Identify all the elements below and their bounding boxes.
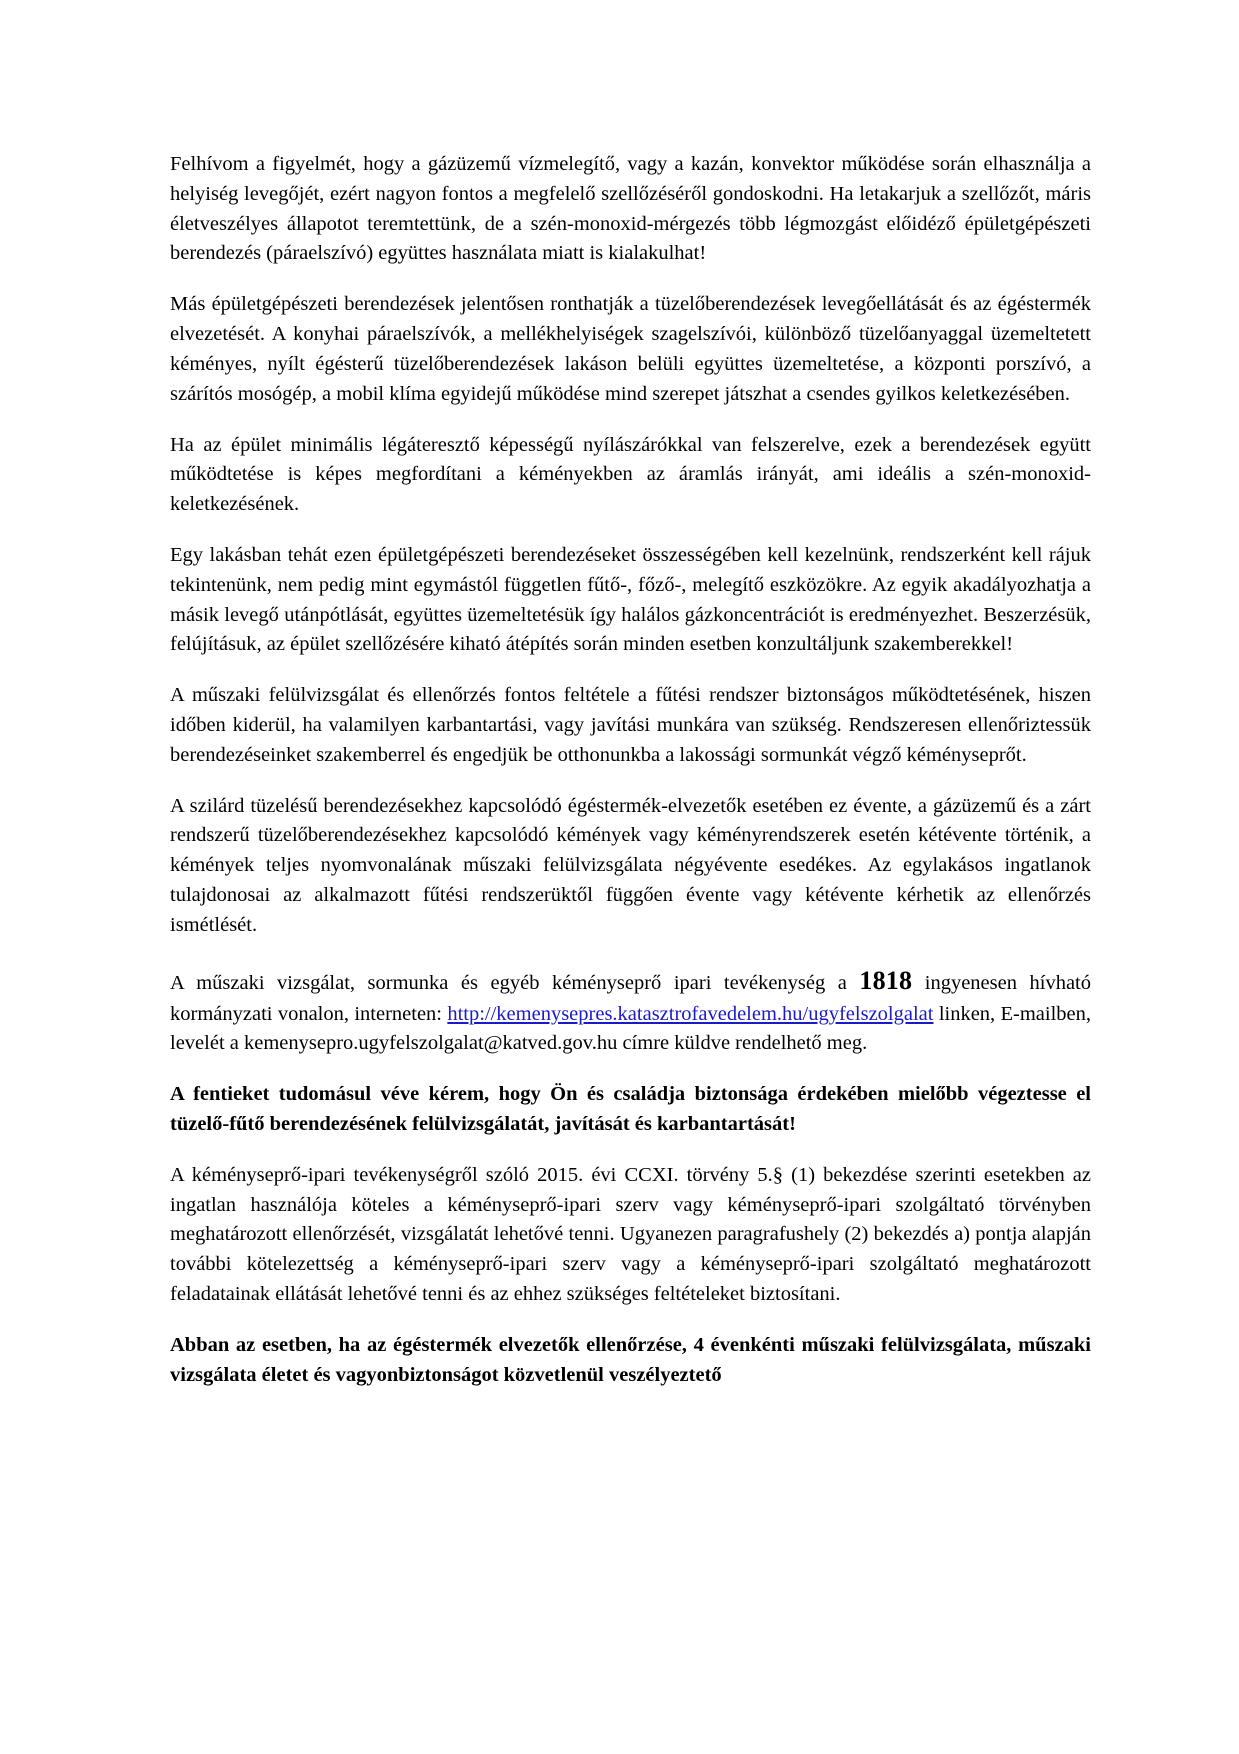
legal-paragraph: A kéményseprő-ipari tevékenységről szóló 2015. évi CCXI. törvény 5.§ (1) bekezdése szerinti esetekben az ingatlan használója köteles a kéményseprő-ipari szerv vagy kéményseprő-ipari szolgáltató törvényben meghatározott ellenőrzését, vizsgálatát lehetővé tenni. Ugyanezen paragrafushely (2) bekezdés a) pontja alapján további kötelezettség a kéményseprő-ipari szerv vagy a kéményseprő-ipari szolgáltató meghatározott feladatainak ellátását lehetővé tenni és az ehhez szükséges feltételeket biztosítani. — [170, 1163, 1091, 1306]
paragraph-2: Más épületgépészeti berendezések jelentősen ronthatják a tüzelőberendezések levegőellátását és az égéstermék elvezetését. A konyhai páraelszívók, a mellékhelyiségek szagelszívói, különböző tüzelőanyaggal üzemeltetett kéményes, nyílt égésterű tüzelőberendezések lakáson belüli együttes üzemeltetése, a központi porszívó, a szárítós mosógép, a mobil klíma egyidejű működése mind szerepet játszhat a csendes gyilkos keletkezésében. — [170, 293, 1091, 405]
paragraph-3: Ha az épület minimális légáteresztő képességű nyílászárókkal van felszerelve, ezek a berendezések együtt működtetése is képes megfordítani a kéményekben az áramlás irányát, ami ideális a szén-monoxid-keletkezésének. — [170, 433, 1091, 516]
contact-after-phone: ingyenesen — [924, 971, 1017, 994]
contact-line2-a: hívható — [1029, 971, 1092, 994]
paragraph-5: A műszaki felülvizsgálat és ellenőrzés fontos feltétele a fűtési rendszer biztonságos működtetésének, hiszen időben kiderül, ha valamilyen karbantartási, vagy javítási munkára van szükség. Rendszeresen ellenőriztessük berendezéseinket szakemberrel és engedjük be otthonunkba a lakossági sormunkát végző kéményseprőt. — [170, 684, 1091, 766]
paragraph-4: Egy lakásban tehát ezen épületgépészeti berendezéseket összességében kell kezelnünk, rendszerként kell rájuk tekintenünk, nem pedig mint egymástól független fűtő-, főző-, melegítő eszközökre. Az egyik akadályozhatja a másik levegő utánpótlását, együttes üzemeltetésük így halálos gázkoncentrációt is eredményezhet. Beszerzésük, felújításuk, az épület szellőzésére kiható átépítés során minden esetben konzultáljunk szakemberekkel! — [170, 543, 1091, 656]
paragraph-6: A szilárd tüzelésű berendezésekhez kapcsolódó égéstermék-elvezetők esetében ez évente, a gázüzemű és a zárt rendszerű tüzelőberendezésekhez kapcsolódó kémények vagy kéményrendszerek esetén kétévente történik, a kémények teljes nyomvonalának műszaki felülvizsgálata négyévente esedékes. Az egylakásos ingatlanok tulajdonosai az alkalmazott fűtési rendszerüktől függően évente vagy kétévente kérhetik az ellenőrzés ismétlését. — [170, 794, 1091, 936]
contact-line2-b: kormányzati — [170, 1002, 273, 1025]
contact-line2-c: vonalon, — [277, 1002, 349, 1025]
paragraph-1: Felhívom a figyelmét, hogy a gázüzemű vízmelegítő, vagy a kazán, konvektor működése során elhasználja a helyiség levegőjét, ezért nagyon fontos a megfelelő szellőzéséről gondoskodni. Ha letakarjuk a szellőzőt, máris életveszélyes állapotot teremtettünk, de a szén-monoxid-mérgezés több légmozgást előidéző épületgépészeti berendezés (páraelszívó) együttes használata miatt is kialakulhat! — [170, 153, 1091, 265]
contact-line2-d: interneten: — [354, 1002, 442, 1025]
hotline-number: 1818 — [859, 965, 913, 995]
contact-paragraph — [170, 962, 1091, 1059]
contact-email-line: kemenysepro.ugyfelszolgalat@katved.gov.hu címre küldve rendelhető meg. — [243, 1032, 868, 1055]
legal-bold-tail: Abban az esetben, ha az égéstermék elvezetők ellenőrzése, 4 évenkénti műszaki felülvizsgálata, műszaki vizsgálata életet és vagyonbiztonságot közvetlenül veszélyeztető — [170, 1333, 1091, 1386]
call-to-action: A fentieket tudomásul véve kérem, hogy Ön és családja biztonsága érdekében mielőbb végeztesse el tüzelő-fűtő berendezésének felülvizsgálatát, javítását és karbantartását! — [170, 1083, 1091, 1135]
ugyfelszolgalat-link[interactable]: http://kemenysepres.katasztrofavedelem.hu/ugyfelszolgalat — [447, 1002, 934, 1025]
contact-after-url: linken, E-mailben, levelét a — [170, 1002, 1092, 1055]
contact-lead: A műszaki vizsgálat, sormunka és egyéb kéményseprő ipari tevékenység a — [170, 971, 847, 994]
